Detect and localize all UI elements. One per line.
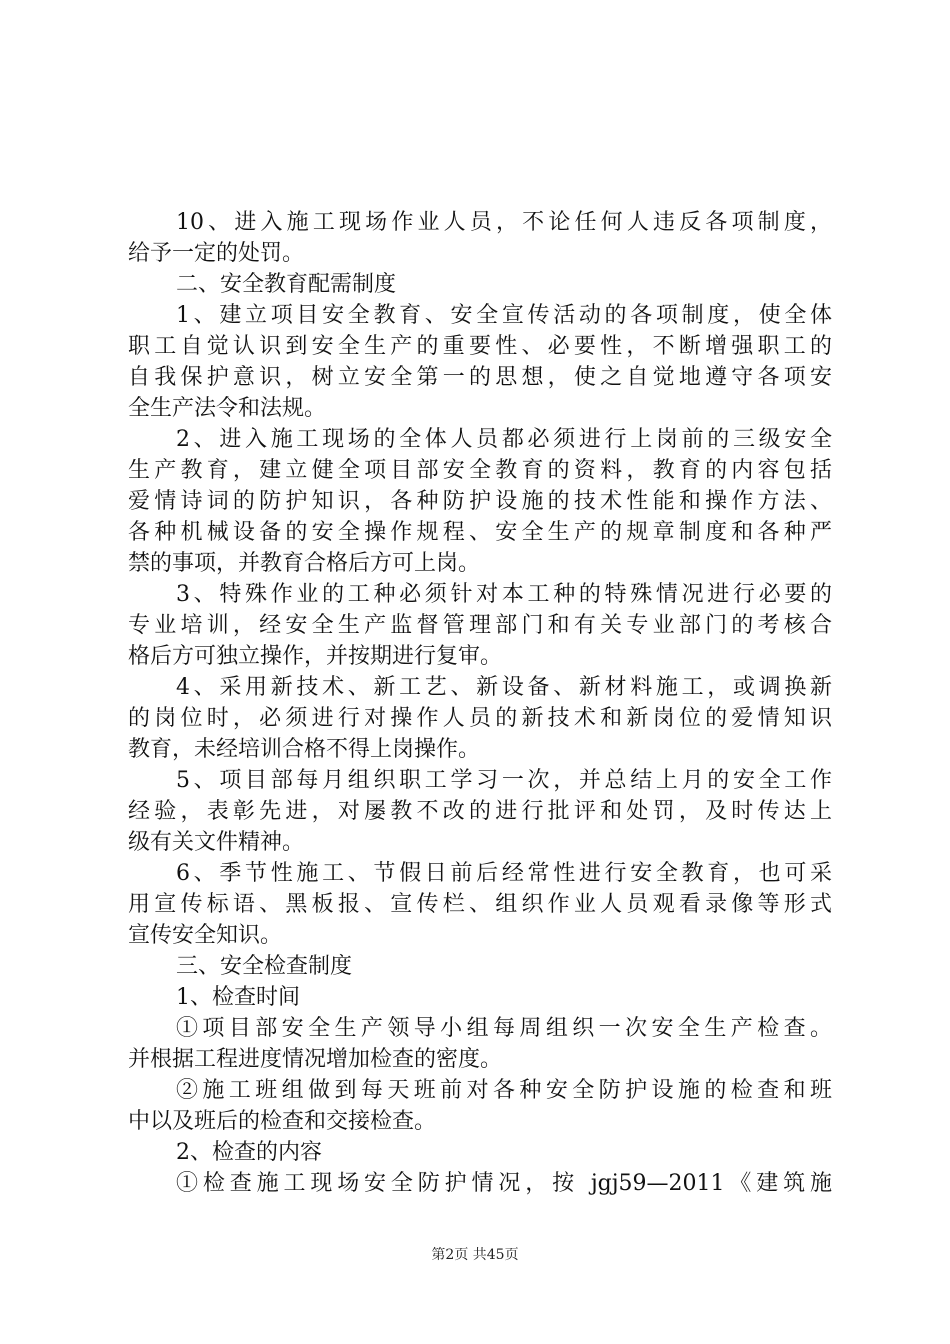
text-line: 二、安全教育配需制度 (176, 272, 397, 297)
text-line: 3、特殊作业的工种必须针对本工种的特殊情况进行必要的 (176, 582, 832, 607)
text-line: 1、建立项目安全教育、安全宣传活动的各项制度，使全体 (176, 303, 832, 328)
text-line: ①项目部安全生产领导小组每周组织一次安全生产检查。 (176, 1016, 832, 1041)
text-line: 经验，表彰先进，对屡教不改的进行批评和处罚，及时传达上 (128, 799, 832, 824)
text-line: 1、检查时间 (176, 985, 300, 1010)
document-body (128, 207, 832, 1199)
text-line: ②施工班组做到每天班前对各种安全防护设施的检查和班 (176, 1078, 832, 1103)
text-line: 格后方可独立操作，并按期进行复审。 (128, 644, 503, 669)
text-line: 5、项目部每月组织职工学习一次，并总结上月的安全工作 (176, 768, 832, 793)
text-line: 6、季节性施工、节假日前后经常性进行安全教育，也可采 (176, 861, 832, 886)
text-line: 的岗位时，必须进行对操作人员的新技术和新岗位的爱情知识 (128, 706, 832, 731)
page-footer (0, 1245, 950, 1265)
text-line: 10、进入施工现场作业人员，不论任何人违反各项制度， (176, 210, 832, 235)
text-line: 生产教育，建立健全项目部安全教育的资料，教育的内容包括 (128, 458, 832, 483)
text-line: 全生产法令和法规。 (128, 396, 327, 421)
text-line: 中以及班后的检查和交接检查。 (128, 1109, 437, 1134)
text-line: 禁的事项，并教育合格后方可上岗。 (128, 551, 481, 576)
text-line: 用宣传标语、黑板报、宣传栏、组织作业人员观看录像等形式 (128, 892, 832, 917)
text-line: 2、进入施工现场的全体人员都必须进行上岗前的三级安全 (176, 427, 832, 452)
text-line: 给予一定的处罚。 (128, 241, 305, 266)
text-line: 自我保护意识，树立安全第一的思想，使之自觉地遵守各项安 (128, 365, 832, 390)
text-line: 教育，未经培训合格不得上岗操作。 (128, 737, 481, 762)
page-number-label: 第2页 共45页 (431, 1247, 519, 1263)
text-line: 职工自觉认识到安全生产的重要性、必要性，不断增强职工的 (128, 334, 832, 359)
text-line: 2、检查的内容 (176, 1140, 322, 1165)
text-line: 宣传安全知识。 (128, 923, 283, 948)
text-line: 并根据工程进度情况增加检查的密度。 (128, 1047, 503, 1072)
text-line: 各种机械设备的安全操作规程、安全生产的规章制度和各种严 (128, 520, 832, 545)
text-line: 三、安全检查制度 (176, 954, 353, 979)
text-line: 级有关文件精神。 (128, 830, 305, 855)
text-line: 4、采用新技术、新工艺、新设备、新材料施工，或调换新 (176, 675, 832, 700)
text-line: ①检查施工现场安全防护情况，按 jgj59—2011《建筑施 (176, 1171, 832, 1196)
text-line: 专业培训，经安全生产监督管理部门和有关专业部门的考核合 (128, 613, 832, 638)
text-line: 爱情诗词的防护知识，各种防护设施的技术性能和操作方法、 (128, 489, 832, 514)
